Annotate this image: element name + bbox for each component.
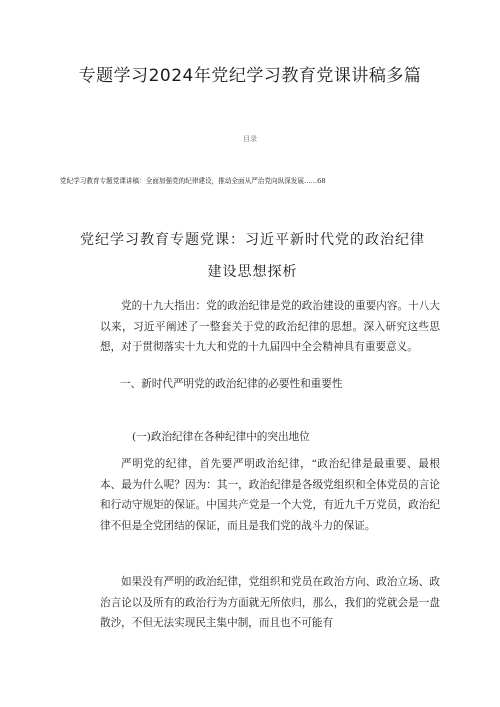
paragraph-without-discipline: 如果没有严明的政治纪律，党组织和党员在政治方向、政治立场、政治言论以及所有的政治行为方面就无所依归，那么，我们的党就会是一盘散沙，不但无法实现民主集中制，而且也不可能有: [100, 576, 440, 629]
paragraph-political-discipline: 严明党的纪律，首先要严明政治纪律，“政治纪律是最重要、最根本、最为什么呢？因为：其一，政治纪律是各级党组织和全体党员的言论和行动守规矩的保证。中国共产党是一个大党，有近九千万党员，政治纪律不但是全党团结的保证，而且是我们党的战斗力的保证。: [100, 458, 440, 532]
heading-level-1: 一、新时代严明党的政治纪律的必要性和重要性: [120, 378, 343, 390]
toc-entry[interactable]: 党纪学习教育专题党课讲稿：全面加强党的纪律建设，推动全面从严治党向纵深发展……68: [60, 177, 326, 185]
document-title: 专题学习2024年党纪学习教育党课讲稿多篇: [78, 66, 422, 86]
paragraph-intro: 党的十九大指出：党的政治纪律是党的政治建设的重要内容。十八大以来，习近平阐述了一整套关于党的政治纪律的思想。深入研究这些思想，对于贯彻落实十九大和党的十九届四中全会精神具有重要意义。: [100, 300, 440, 353]
toc-heading: 目录: [243, 135, 257, 143]
section-title: 党纪学习教育专题党课：习近平新时代党的政治纪律建设思想探析: [80, 232, 425, 280]
heading-level-2: (一)政治纪律在各种纪律中的突出地位: [132, 431, 310, 443]
